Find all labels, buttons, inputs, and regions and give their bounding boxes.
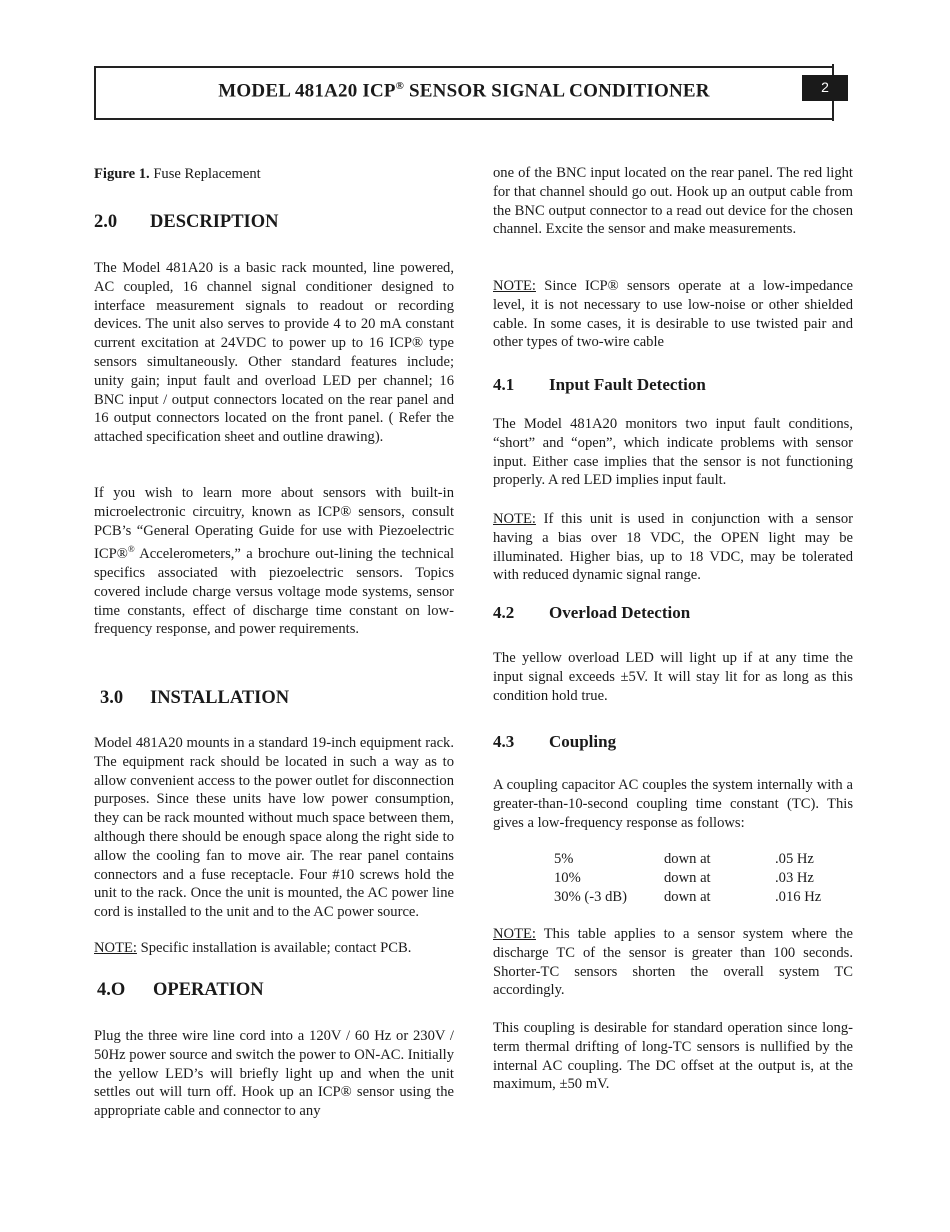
description-paragraph-2: If you wish to learn more about sensors with built-in microelectronic circuitry, known as ICP® sensors, consult PCB’s “General Operating Guide for use with Piezoelectric ICP®® Accelerometers,” a brochure out-lining the technical specifics associated with piezoelectric sensors. Topics covered include charge versus voltage mode systems, sensor time constants, effect of discharge time constant on low-frequency response, and power requirements. bbox=[94, 485, 454, 638]
installation-paragraph: Model 481A20 mounts in a standard 19-inch equipment rack. The equipment rack should be located in such a way as to allow convenient access to the power outlet for disconnection purposes. Since these units have low power consumption, they can be rack mounted without much space between them, although there should be enough space along the right side to allow the cooling fan to move air. The rear panel contains connectors and a fuse receptacle. Four #10 screws hold the unit to the rack. Once the unit is mounted, the AC power line cord is installed to the unit and to the AC power source. bbox=[94, 735, 454, 921]
description-paragraph-1: The Model 481A20 is a basic rack mounted, line powered, AC coupled, 16 channel signal conditioner designed to interface measurement signals to readout or recording devices. The unit also serves to provide 4 to 20 mA constant current excitation at 24VDC to power up to 16 ICP® type sensors simultaneously. Other standard features include; unity gain; input fault and overload LED per channel; 16 BNC input / output connectors located on the rear panel and 16 output connectors located on the front panel. ( Refer the attached specification sheet and outline drawing). bbox=[94, 260, 454, 446]
table-row bbox=[554, 850, 821, 869]
input-fault-paragraph: The Model 481A20 monitors two input fault conditions, “short” and “open”, which indicate problems with sensor input. Either case implies that the sensor is not functioning properly. A red LED implies input fault. bbox=[493, 416, 853, 489]
table-row bbox=[554, 888, 821, 907]
section-heading-overload: 4.2 Overload Detection bbox=[493, 603, 691, 622]
table-cell-direction: down at bbox=[664, 851, 711, 867]
operation-paragraph-continued: one of the BNC input located on the rear panel. The red light for that channel should go out. Hook up an output cable from the BNC output connector to a read out device for the chosen channel. Excite the sensor and make measurements. bbox=[493, 165, 853, 238]
section-heading-coupling: 4.3 Coupling bbox=[493, 732, 617, 751]
section-heading-input-fault: 4.1 Input Fault Detection bbox=[493, 375, 706, 394]
operation-paragraph: Plug the three wire line cord into a 120V / 60 Hz or 230V / 50Hz power source and switch the power to ON-AC. Initially the yellow LED’s will briefly light up and when the unit settles out will turn off. Hook up an ICP® sensor using the appropriate cable and connector to any bbox=[94, 1028, 454, 1120]
installation-note: NOTE: Specific installation is available; contact PCB. bbox=[94, 940, 412, 956]
page-number-badge: 2 bbox=[802, 75, 848, 101]
operation-note: NOTE: Since ICP® sensors operate at a low-impedance level, it is not necessary to use low-noise or other shielded cable. In some cases, it is desirable to use twisted pair and other types of two-wire cable bbox=[493, 278, 853, 351]
coupling-paragraph-1: A coupling capacitor AC couples the system internally with a greater-than-10-second coupling time constant (TC). This gives a low-frequency response as follows: bbox=[493, 777, 853, 831]
page-title: MODEL 481A20 ICP® SENSOR SIGNAL CONDITIONER bbox=[218, 80, 710, 102]
coupling-paragraph-2: This coupling is desirable for standard operation since long-term thermal drifting of long-TC sensors is nullified by the internal AC coupling. The DC offset at the output is, at the maximum, ±50 mV. bbox=[493, 1020, 853, 1093]
frequency-response-table bbox=[554, 850, 821, 906]
table-cell-direction: down at bbox=[664, 888, 711, 905]
table-row bbox=[554, 869, 821, 888]
section-heading-description: 2.0 DESCRIPTION bbox=[94, 212, 279, 232]
coupling-note: NOTE: This table applies to a sensor system where the discharge TC of the sensor is greater than 100 seconds. Shorter-TC sensors shorten the overall system TC accordingly. bbox=[493, 926, 853, 999]
figure-caption: Figure 1. Fuse Replacement bbox=[94, 166, 261, 182]
section-heading-installation: 3.0 INSTALLATION bbox=[100, 688, 290, 708]
table-cell-direction: down at bbox=[664, 869, 711, 886]
table-cell-percent: 30% (-3 dB) bbox=[554, 888, 627, 905]
section-heading-operation: 4.O OPERATION bbox=[97, 980, 264, 1000]
table-cell-percent: 10% bbox=[554, 869, 581, 886]
table-cell-frequency: .05 Hz bbox=[775, 851, 814, 867]
table-cell-frequency: .016 Hz bbox=[775, 888, 822, 905]
input-fault-note: NOTE: If this unit is used in conjunction with a sensor having a bias over 18 VDC, the OPEN light may be illuminated. Higher bias, up to 18 VDC, may be tolerated with reduced dynamic signal range. bbox=[493, 511, 853, 584]
table-cell-percent: 5% bbox=[554, 851, 574, 867]
table-cell-frequency: .03 Hz bbox=[775, 869, 814, 886]
overload-paragraph: The yellow overload LED will light up if at any time the input signal exceeds ±5V. It will stay lit for as long as this condition hold true. bbox=[493, 650, 853, 704]
